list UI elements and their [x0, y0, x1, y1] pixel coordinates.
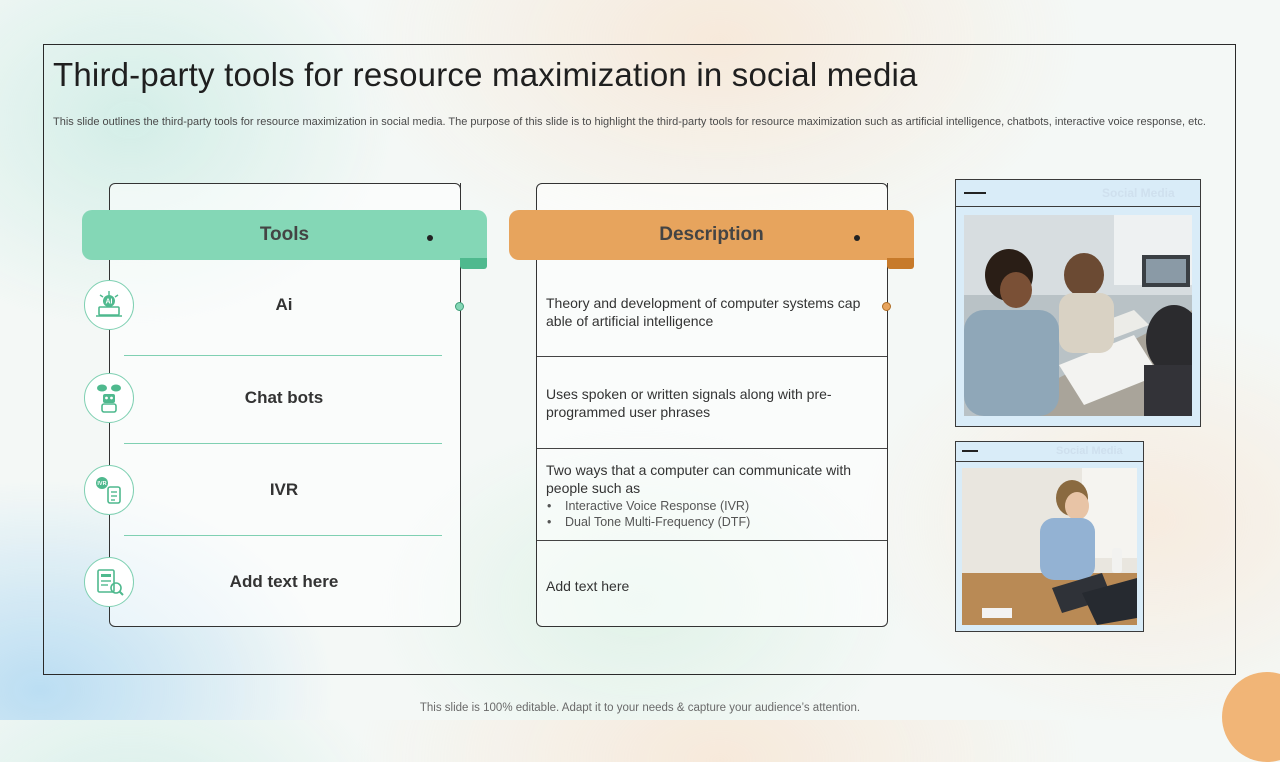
description-row-ivr — [546, 461, 880, 530]
tool-label-ai: Ai — [275, 295, 293, 314]
card-label: Social Media — [1102, 186, 1175, 200]
description-connector-dot — [854, 235, 860, 241]
meeting-photo — [964, 215, 1192, 416]
card-label: Social Media — [1056, 445, 1123, 457]
tool-divider — [124, 535, 442, 536]
slide-subtitle: This slide outlines the third-party tools for resource maximization in social media. The purpose of this slide is to highlight the third-party tools for resource maximization such as artificial intelligence, chatbots, interactive voice response, etc. — [53, 116, 1206, 128]
card-dash — [962, 450, 978, 452]
photo-card — [955, 441, 1144, 632]
tool-label-chatbots: Chat bots — [244, 388, 324, 407]
tools-edge-dot — [455, 302, 464, 311]
description-edge-dot — [882, 302, 891, 311]
tool-divider — [124, 443, 442, 444]
description-row-chatbots: Uses spoken or written signals along with pre-programmed user phrases — [546, 386, 832, 420]
description-row-add-text: Add text here — [546, 578, 630, 594]
svg-text:IVR: IVR — [97, 481, 107, 487]
tool-divider — [124, 355, 442, 356]
card-dash — [964, 192, 986, 194]
description-header-fold — [887, 258, 914, 269]
description-header: Description — [509, 210, 914, 260]
description-row-ivr-text: Two ways that a computer can communicate with people such as — [546, 462, 852, 496]
description-row-ai: Theory and development of computer systems cap able of artificial intelligence — [546, 295, 861, 329]
svg-text:AI: AI — [105, 298, 113, 306]
description-divider — [537, 356, 887, 357]
decorative-circle — [1222, 672, 1280, 762]
tools-header-fold — [460, 258, 487, 269]
slide-title: Third-party tools for resource maximization in social media — [53, 56, 918, 93]
description-divider — [537, 448, 887, 449]
photo-card — [955, 179, 1201, 427]
bullet-item: • Dual Tone Multi-Frequency (DTF) — [546, 514, 880, 530]
tool-label-add-text: Add text here — [229, 572, 339, 591]
tool-label-ivr: IVR — [269, 480, 299, 499]
ivr-bullet-list — [546, 498, 880, 530]
tools-header: Tools — [82, 210, 487, 260]
bullet-item: • Interactive Voice Response (IVR) — [546, 498, 880, 514]
slide-footer: This slide is 100% editable. Adapt it to your needs & capture your audience’s attention. — [419, 702, 861, 714]
tools-connector-dot — [427, 235, 433, 241]
description-divider — [537, 540, 887, 541]
writing-photo — [962, 468, 1137, 625]
